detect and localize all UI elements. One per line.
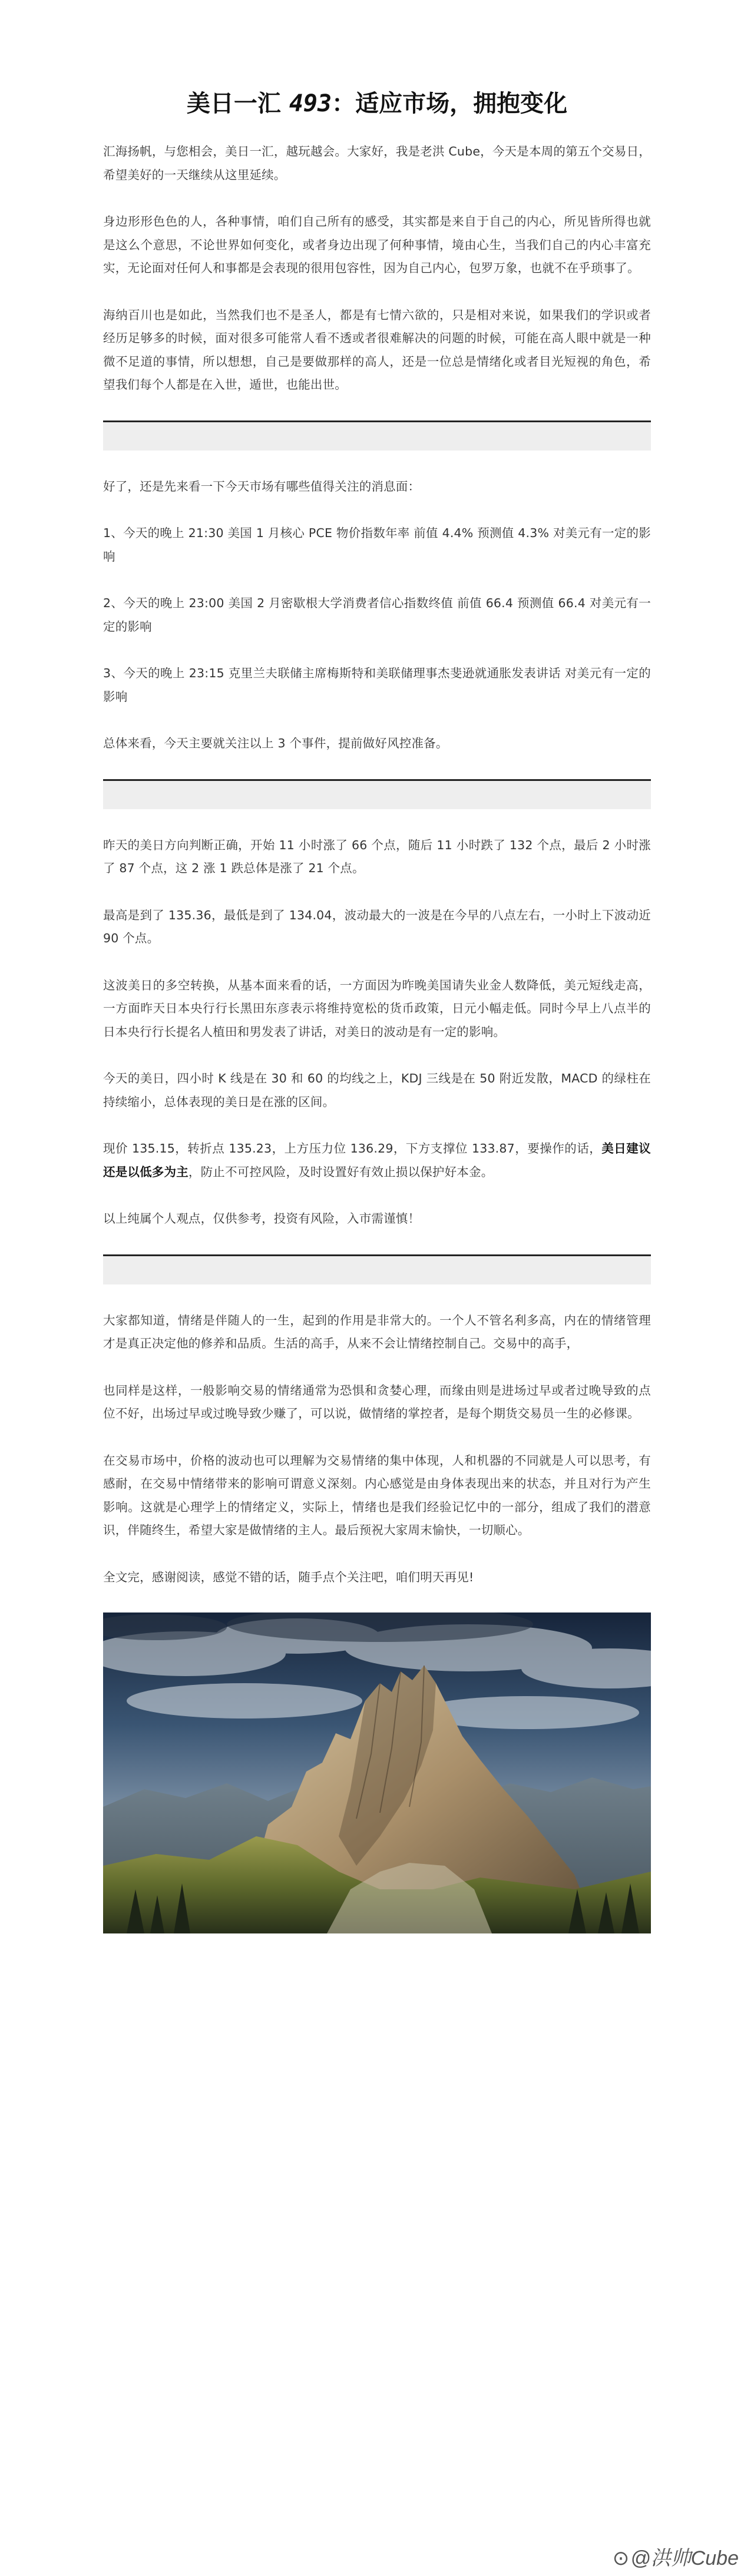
- zhihu-logo-icon: ⊙: [612, 2547, 630, 2570]
- intro-paragraph-1: 汇海扬帆，与您相会，美日一汇，越玩越会。大家好，我是老洪 Cube，今天是本周的第五个交易日，希望美好的一天继续从这里延续。: [103, 144, 651, 182]
- analysis-paragraph-2: 最高是到了 135.36，最低是到了 134.04，波动最大的一波是在今早的八点左右，一小时上下波动近 90 个点。: [103, 908, 651, 945]
- disclaimer: 以上纯属个人观点，仅供参考，投资有风险，入市需谨慎！: [103, 1211, 421, 1226]
- analysis-paragraph-3: 这波美日的多空转换，从基本面来看的话，一方面因为昨晚美国请失业金人数降低，美元短线走高，一方面昨天日本央行行长黑田东彦表示将维持宽松的货币政策，日元小幅走低。同时今早上八点半的日本央行行长提名人植田和男发表了讲话，对美日的波动是有一定的影响。: [103, 978, 651, 1039]
- title-number: 493: [289, 90, 332, 117]
- news-item-1: 1、今天的晚上 21:30 美国 1 月核心 PCE 物价指数年率 前值 4.4% 预测值 4.3% 对美元有一定的影响: [103, 526, 651, 564]
- title-prefix: 美日一汇: [186, 90, 281, 117]
- news-item-2: 2、今天的晚上 23:00 美国 2 月密歇根大学消费者信心指数终值 前值 66.4 预测值 66.4 对美元有一定的影响: [103, 596, 651, 634]
- analysis-paragraph-4: 今天的美日，四小时 K 线是在 30 和 60 的均线之上，KDJ 三线是在 50 附近发散，MACD 的绿柱在持续缩小，总体表现的美日是在涨的区间。: [103, 1071, 651, 1109]
- analysis-paragraph-1: 昨天的美日方向判断正确，开始 11 小时涨了 66 个点，随后 11 小时跌了 132 个点，最后 2 小时涨了 87 个点，这 2 涨 1 跌总体是涨了 21 个点。: [103, 837, 651, 875]
- mountain-landscape-image: [103, 1613, 651, 1933]
- author-watermark: [613, 2542, 739, 2571]
- news-summary: 总体来看，今天主要就关注以上 3 个事件，提前做好风控准备。: [103, 736, 448, 750]
- article: [103, 0, 651, 1933]
- section-divider-2: [103, 779, 651, 809]
- operation-advice: [103, 1137, 651, 1184]
- outro-paragraph-3: 在交易市场中，价格的波动也可以理解为交易情绪的集中体现，人和机器的不同就是人可以思考，有感耐，在交易中情绪带来的影响可谓意义深刻。内心感觉是由身体表现出来的状态，并且对行为产生影响。这就是心理学上的情绪定义，实际上，情绪也是我们经验记忆中的一部分，组成了我们的潜意识，伴随终生，希望大家是做情绪的主人。最后预祝大家周末愉快，一切顺心。: [103, 1453, 651, 1537]
- article-title: [103, 0, 651, 140]
- closing-line: 全文完，感谢阅读，感觉不错的话，随手点个关注吧，咱们明天再见!: [103, 1570, 474, 1584]
- section-divider-1: [103, 420, 651, 451]
- mountain-photo: [103, 1613, 651, 1933]
- outro-paragraph-2: 也同样是这样，一般影响交易的情绪通常为恐惧和贪婪心理，而缘由则是进场过早或者过晚导致的点位不好，出场过早或过晚导致少赚了，可以说，做情绪的掌控者，是每个期货交易员一生的必修课。: [103, 1383, 651, 1421]
- news-item-3: 3、今天的晚上 23:15 克里兰夫联储主席梅斯特和美联储理事杰斐逊就通胀发表讲话 对美元有一定的影响: [103, 666, 651, 704]
- title-suffix: ：适应市场，拥抱变化: [332, 90, 568, 117]
- intro-paragraph-3: 海纳百川也是如此，当然我们也不是圣人，都是有七情六欲的，只是相对来说，如果我们的学识或者经历足够多的时候，面对很多可能常人看不透或者很难解决的问题的时候，可能在高人眼中就是一种微不足道的事情，所以想想，自己是要做那样的高人，还是一位总是情绪化或者目光短视的角色，希望我们每个人都是在入世，遁世，也能出世。: [103, 307, 651, 392]
- intro-paragraph-2: 身边形形色色的人，各种事情，咱们自己所有的感受，其实都是来自于自己的内心，所见皆所得也就是这么个意思，不论世界如何变化，或者身边出现了何种事情，境由心生，当我们自己的内心丰富充实，无论面对任何人和事都是会表现的很用包容性，因为自己内心，包罗万象，也就不在乎琐事了。: [103, 214, 651, 275]
- watermark-text: @洪帅Cube: [630, 2547, 739, 2570]
- operation-text: 现价 135.15，转折点 135.23，上方压力位 136.29，下方支撑位 133.87，要操作的话，: [103, 1141, 602, 1155]
- section-divider-3: [103, 1254, 651, 1284]
- outro-paragraph-1: 大家都知道，情绪是伴随人的一生，起到的作用是非常大的。一个人不管名利多高，内在的情绪管理才是真正决定他的修养和品质。生活的高手，从来不会让情绪控制自己。交易中的高手，: [103, 1313, 651, 1350]
- operation-tail: ，防止不可控风险，及时设置好有效止损以保护好本金。: [188, 1164, 494, 1179]
- news-lead: 好了，还是先来看一下今天市场有哪些值得关注的消息面：: [103, 479, 421, 494]
- operation-bold-advice: 美日建议还是以低多为主: [103, 1141, 651, 1179]
